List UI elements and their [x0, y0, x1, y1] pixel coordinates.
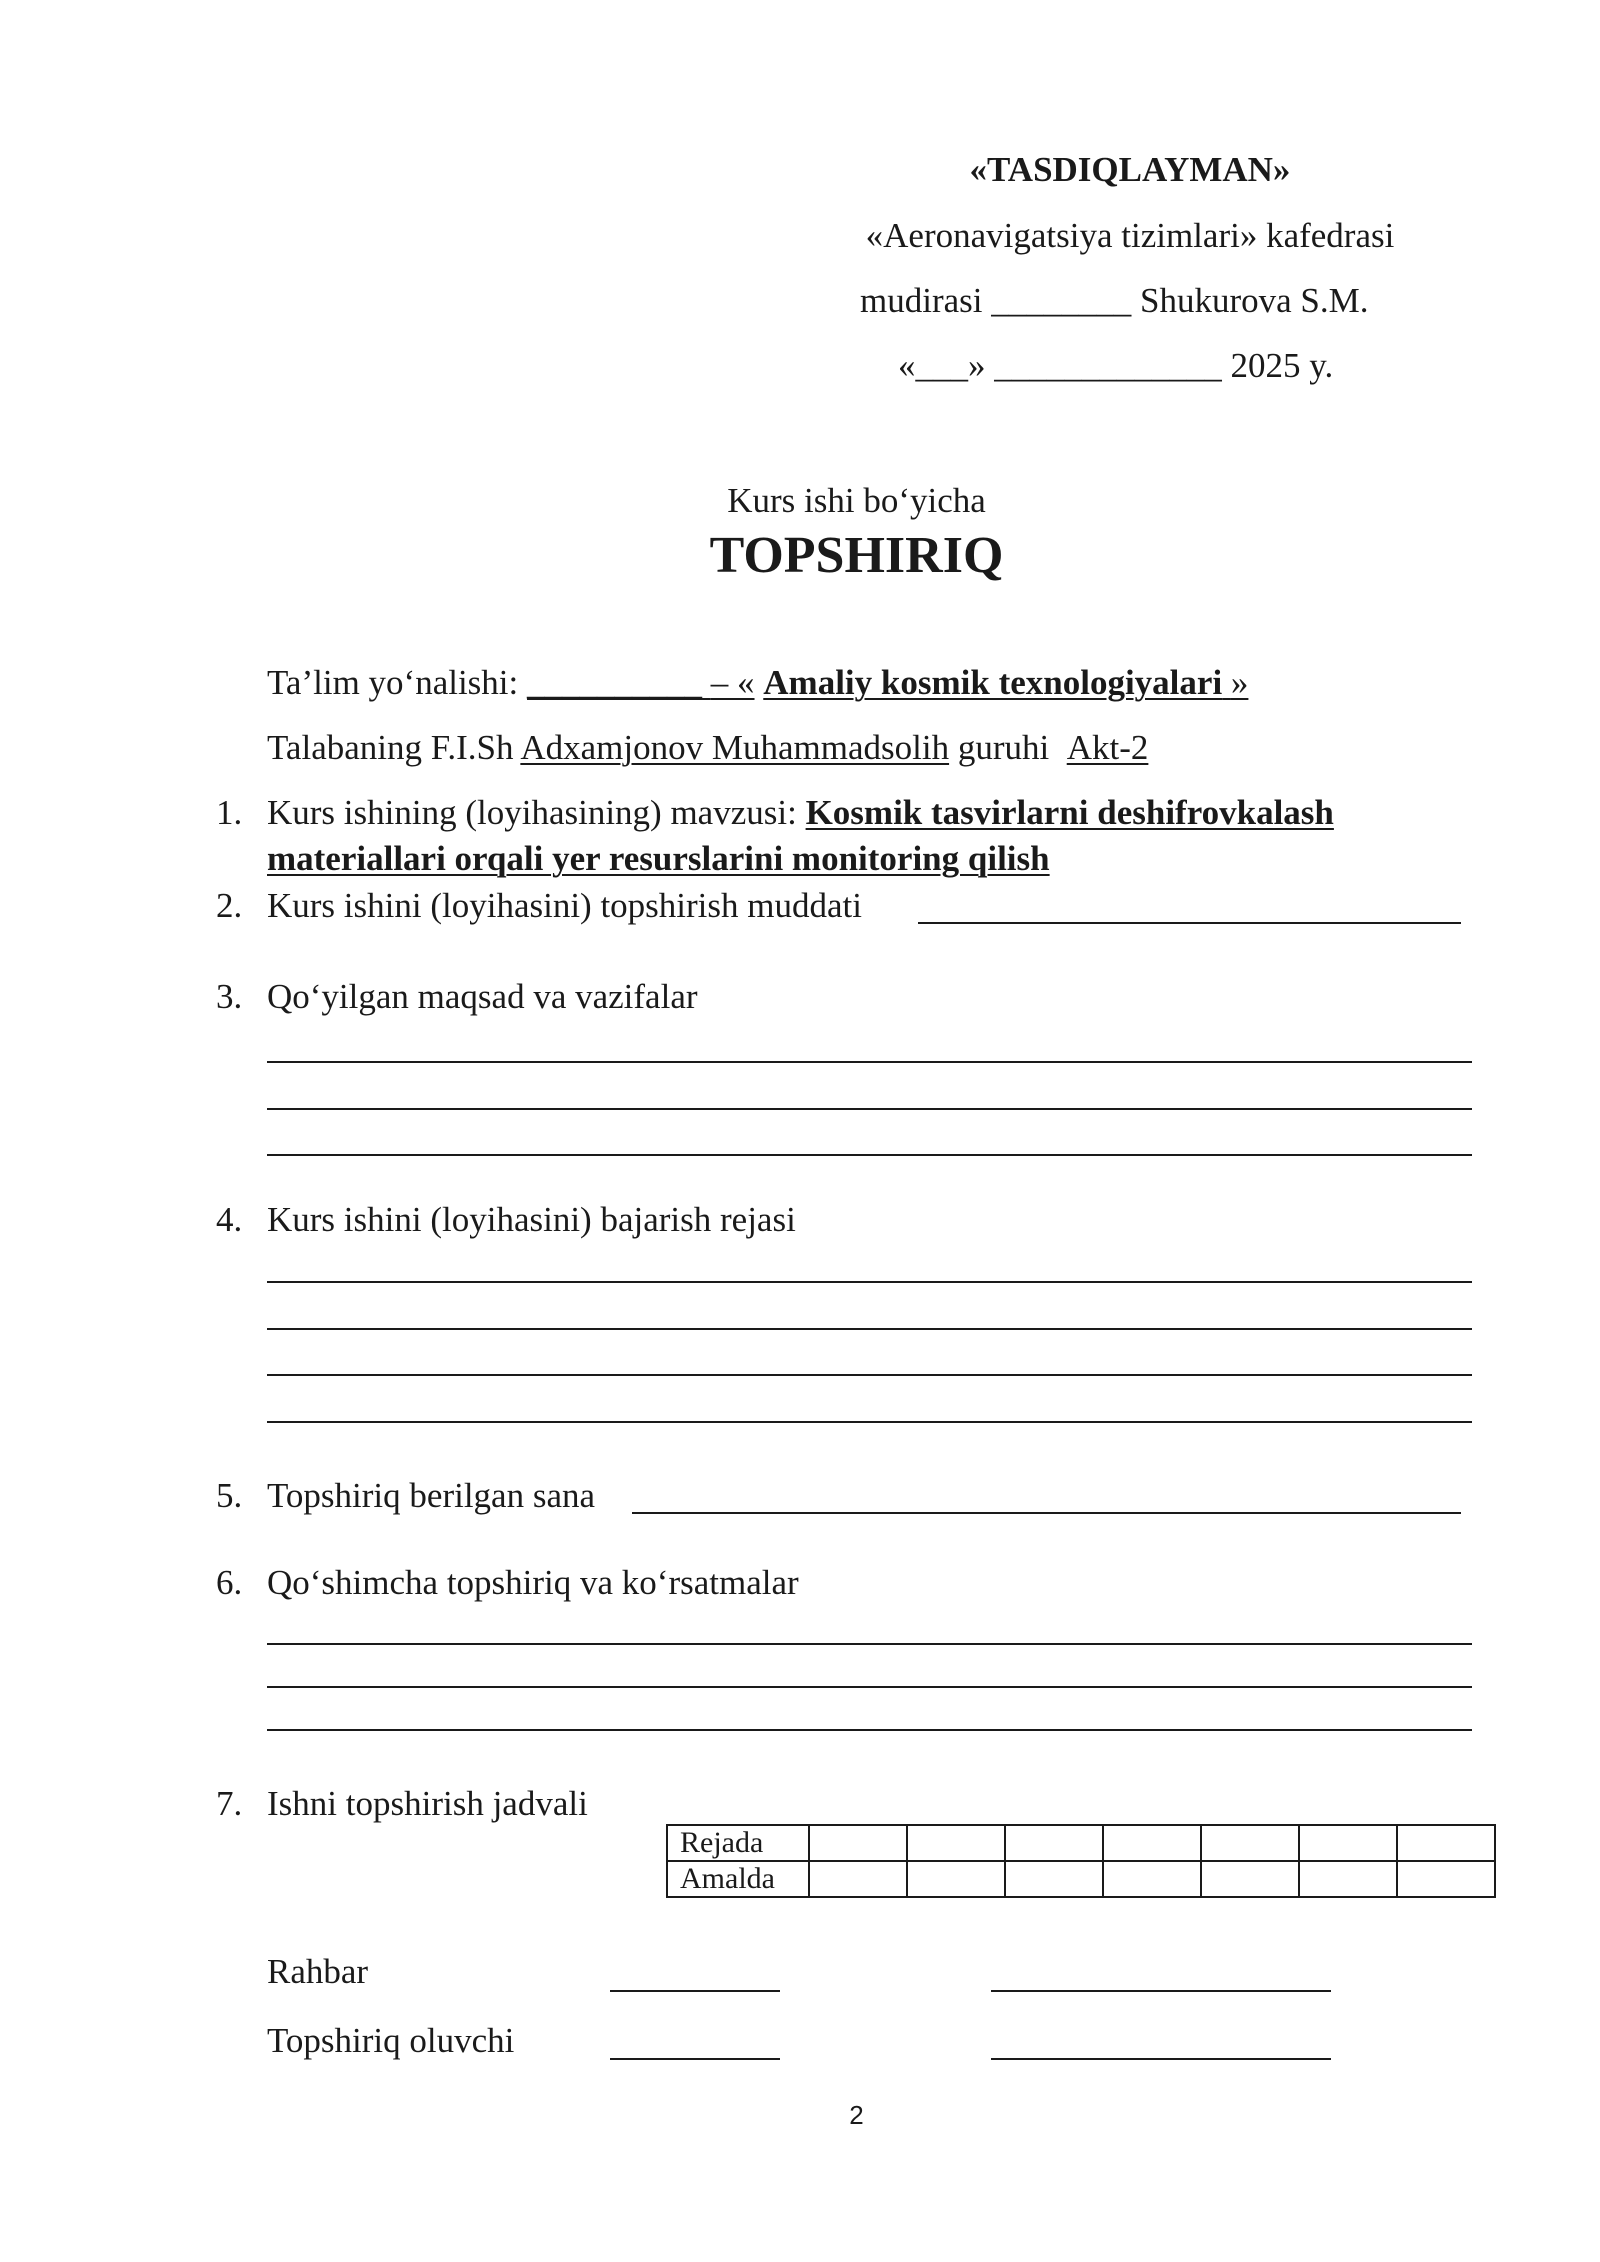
- item-2-label: Kurs ishini (loyihasini) topshirish muddati: [267, 886, 862, 925]
- item-4-blank-1: [267, 1281, 1472, 1283]
- direction-line: [267, 663, 1248, 703]
- item-2-number: 2.: [216, 886, 243, 925]
- table-cell: [1103, 1861, 1201, 1897]
- direction-close: »: [1230, 663, 1249, 702]
- table-cell: [907, 1861, 1005, 1897]
- item-6-blank-2: [267, 1686, 1472, 1688]
- table-cell: [1397, 1861, 1495, 1897]
- heading-subtitle: Kurs ishi bo‘yicha: [727, 481, 986, 520]
- approval-date-month-blank: _____________: [994, 346, 1222, 385]
- student-label: Talabaning F.I.Sh: [267, 728, 514, 767]
- item-1-topic-line1: Kosmik tasvirlarni deshifrovkalash: [805, 793, 1334, 832]
- table-row: [667, 1861, 1495, 1897]
- table-cell: [1005, 1825, 1103, 1861]
- schedule-table: [666, 1824, 1496, 1898]
- direction-blank: __________ – «: [527, 663, 755, 702]
- item-4-number: 4.: [216, 1200, 243, 1239]
- item-1-line: [267, 793, 1334, 833]
- approval-title: «TASDIQLAYMAN»: [969, 150, 1291, 189]
- item-1-topic-line2: materiallari orqali yer resurslarini monitoring qilish: [267, 839, 1050, 878]
- item-1-number: 1.: [216, 793, 243, 832]
- item-6-label: Qo‘shimcha topshiriq va ko‘rsatmalar: [267, 1563, 799, 1602]
- signature-receiver-name-blank: [991, 2058, 1331, 2060]
- item-5-blank: [632, 1512, 1461, 1514]
- table-cell: [1005, 1861, 1103, 1897]
- student-group: Akt-2: [1066, 728, 1149, 767]
- approval-head-name: Shukurova S.M.: [1139, 281, 1369, 320]
- signature-supervisor-name-blank: [991, 1990, 1331, 1992]
- direction-value: Amaliy kosmik texnologiyalari: [763, 663, 1223, 702]
- approval-date-day: «___»: [898, 346, 986, 385]
- item-6-blank-3: [267, 1729, 1472, 1731]
- student-name: Adxamjonov Muhammadsolih: [520, 728, 950, 767]
- signature-receiver-sign-blank: [610, 2058, 780, 2060]
- table-cell: [1299, 1861, 1397, 1897]
- approval-signature-blank: ________: [991, 281, 1132, 320]
- schedule-row-label-plan: Rejada: [667, 1825, 809, 1861]
- item-1-topic-cont: [267, 839, 1050, 879]
- approval-head-line: [860, 281, 1368, 321]
- approval-date-year: 2025 y.: [1230, 346, 1334, 385]
- item-3-blank-2: [267, 1108, 1472, 1110]
- item-5-label: Topshiriq berilgan sana: [267, 1476, 596, 1515]
- item-4-blank-3: [267, 1374, 1472, 1376]
- student-group-label: guruhi: [957, 728, 1050, 767]
- item-6-blank-1: [267, 1643, 1472, 1645]
- page-title: TOPSHIRIQ: [709, 527, 1004, 584]
- item-3-blank-1: [267, 1061, 1472, 1063]
- table-row: [667, 1825, 1495, 1861]
- signature-supervisor-label: Rahbar: [267, 1952, 369, 1991]
- table-cell: [1201, 1861, 1299, 1897]
- item-7-number: 7.: [216, 1784, 243, 1823]
- table-cell: [1299, 1825, 1397, 1861]
- direction-label: Ta’lim yo‘nalishi:: [267, 663, 519, 702]
- table-cell: [809, 1825, 907, 1861]
- item-5-number: 5.: [216, 1476, 243, 1515]
- table-cell: [1103, 1825, 1201, 1861]
- item-4-label: Kurs ishini (loyihasini) bajarish rejasi: [267, 1200, 796, 1239]
- table-cell: [1397, 1825, 1495, 1861]
- student-line: [267, 728, 1148, 768]
- approval-head-prefix: mudirasi: [860, 281, 983, 320]
- table-cell: [1201, 1825, 1299, 1861]
- item-2-blank: [918, 922, 1461, 924]
- item-3-number: 3.: [216, 977, 243, 1016]
- item-6-number: 6.: [216, 1563, 243, 1602]
- table-cell: [907, 1825, 1005, 1861]
- table-cell: [809, 1861, 907, 1897]
- signature-receiver-label: Topshiriq oluvchi: [267, 2021, 515, 2060]
- item-3-label: Qo‘yilgan maqsad va vazifalar: [267, 977, 698, 1016]
- approval-department: «Aeronavigatsiya tizimlari» kafedrasi: [865, 216, 1395, 255]
- item-4-blank-4: [267, 1421, 1472, 1423]
- item-3-blank-3: [267, 1154, 1472, 1156]
- item-1-label: Kurs ishining (loyihasining) mavzusi:: [267, 793, 797, 832]
- schedule-row-label-actual: Amalda: [667, 1861, 809, 1897]
- signature-supervisor-sign-blank: [610, 1990, 780, 1992]
- page-number: 2: [849, 2100, 864, 2130]
- item-7-label: Ishni topshirish jadvali: [267, 1784, 588, 1823]
- item-4-blank-2: [267, 1328, 1472, 1330]
- approval-date-line: [898, 346, 1333, 386]
